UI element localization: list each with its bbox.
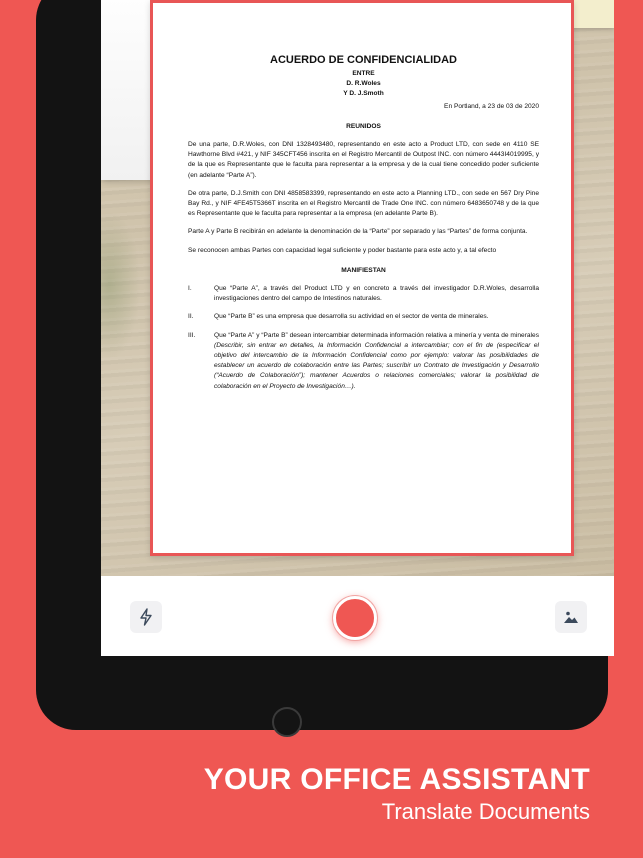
item-text: Que “Parte A”, a través del Product LTD y en concreto a través del investigador D.R.Woles, desarrolla investigaciones dentro del campo de Intestinos naturales. bbox=[214, 285, 539, 303]
camera-viewfinder bbox=[101, 0, 614, 576]
item-text-italic: (Describir, sin entrar en detalles, la Información Confidencial a intercambiar; con el fin de (especificar el objetivo del intercambio de la Información Confidencial como por ejemplo: valorar las posibilidades de establecer un acuerdo de colaboración entre las Partes; suscribir un Contrato de Investigación y Desarrollo (“Acuerdo de Colaboración”); mantener Acuerdos o relaciones comerciales; valorar la posibilidad de colaboración en el Proyecto de Investigación…). bbox=[214, 341, 539, 390]
document-detection-frame bbox=[150, 0, 574, 556]
item-number: I. bbox=[188, 285, 192, 293]
item-number: II. bbox=[188, 313, 194, 321]
section-manifiestan: MANIFIESTAN bbox=[341, 266, 386, 274]
image-gallery-icon bbox=[563, 610, 579, 624]
gallery-button[interactable] bbox=[555, 601, 587, 633]
paragraph-capacidad: Se reconocen ambas Partes con capacidad legal suficiente y poder bastante para este acto y, a tal efecto bbox=[188, 246, 497, 254]
section-reunidos: REUNIDOS bbox=[346, 122, 381, 130]
app-screen bbox=[101, 0, 614, 656]
document-page bbox=[188, 53, 539, 400]
home-button[interactable] bbox=[272, 707, 302, 737]
paragraph-partes: Parte A y Parte B recibirán en adelante la denominación de la “Parte” por separado y las “Partes” de forma conjunta. bbox=[188, 228, 528, 236]
item-number: III. bbox=[188, 331, 196, 339]
plant-shadow bbox=[101, 210, 141, 360]
paragraph-parte-b: De otra parte, D.J.Smith con DNI 4858583399, representando en este acto a Planning LTD., con sede en 567 Dry Pine Bay Rd., y NIF 4FE45T5366T inscrita en el Registro Mercantil de Trade One INC. con número 6483650748 y de la que es Representante que le faculta para representar a la empresa (en adelante Parte B). bbox=[188, 189, 539, 218]
document-party-b: Y D. J.Smoth bbox=[343, 90, 384, 98]
document-title: ACUERDO DE CONFIDENCIALIDAD bbox=[270, 54, 457, 66]
list-item bbox=[188, 284, 539, 304]
flash-button[interactable] bbox=[130, 601, 162, 633]
document-place-date: En Portland, a 23 de 03 de 2020 bbox=[444, 102, 539, 110]
shutter-button[interactable] bbox=[333, 596, 377, 640]
list-item bbox=[188, 312, 539, 322]
item-text-plain: Que “Parte A” y “Parte B” desean intercambiar determinada información relativa a minería y venta de minerales bbox=[214, 331, 539, 339]
document-party-a: D. R.Woles bbox=[346, 80, 381, 88]
camera-toolbar bbox=[101, 576, 614, 656]
tablet-device bbox=[36, 0, 608, 730]
lightning-bolt-icon bbox=[139, 608, 153, 626]
item-text: Que “Parte B” es una empresa que desarrolla su actividad en el sector de venta de minerales. bbox=[214, 313, 489, 321]
promo-subline: Translate Documents bbox=[381, 799, 590, 824]
promo-headline: YOUR OFFICE ASSISTANT bbox=[203, 763, 590, 796]
document-between: ENTRE bbox=[352, 70, 375, 77]
item-text bbox=[214, 331, 539, 392]
list-item bbox=[188, 331, 539, 392]
paragraph-parte-a: De una parte, D.R.Woles, con DNI 1328493480, representando en este acto a Product LTD, con sede en 4110 SE Hawthorne Blvd #421, y NIF 345CFT456 inscrita en el Registro Mercantil de Outpost INC. con número 4443I4019995, y de la que es Representante que le faculta para representar a la empresa y de la cual tiene concedido poder suficiente (en adelante “Parte A”). bbox=[188, 141, 539, 179]
